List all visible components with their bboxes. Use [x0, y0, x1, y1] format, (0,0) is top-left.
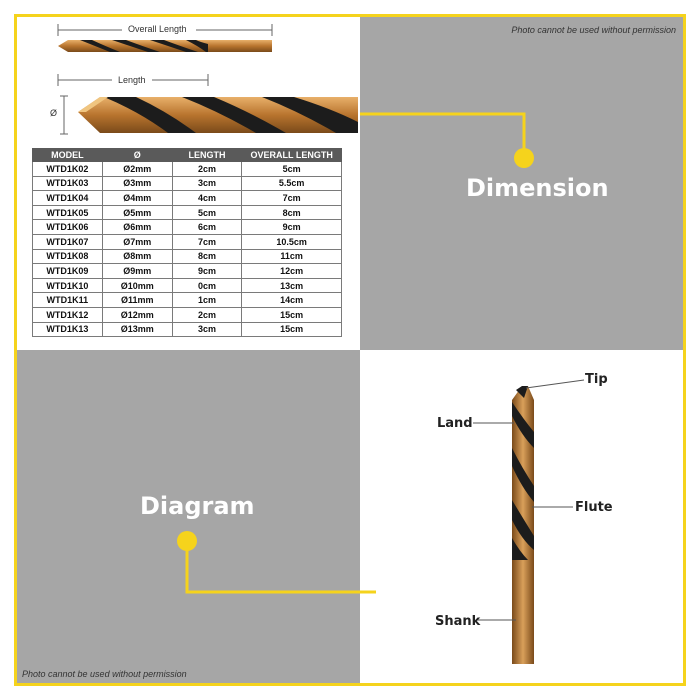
length-label: Length — [118, 75, 146, 85]
cell-diameter: Ø2mm — [102, 162, 172, 177]
cell-length: 4cm — [172, 191, 242, 206]
part-label-flute: Flute — [575, 500, 613, 515]
cell-length: 6cm — [172, 220, 242, 235]
table-row — [33, 234, 342, 249]
cell-model: WTD1K07 — [33, 234, 103, 249]
table-header-row — [33, 149, 342, 162]
diagram-connector — [177, 531, 376, 592]
cell-diameter: Ø6mm — [102, 220, 172, 235]
cell-length: 2cm — [172, 307, 242, 322]
table-row — [33, 322, 342, 337]
header-length: LENGTH — [172, 149, 242, 162]
cell-model: WTD1K13 — [33, 322, 103, 337]
cell-length: 2cm — [172, 162, 242, 177]
dimension-connector — [360, 114, 534, 168]
table-row — [33, 176, 342, 191]
header-model: MODEL — [33, 149, 103, 162]
cell-length: 0cm — [172, 278, 242, 293]
cell-diameter: Ø4mm — [102, 191, 172, 206]
cell-overall-length: 14cm — [242, 293, 342, 308]
cell-overall-length: 8cm — [242, 205, 342, 220]
cell-overall-length: 5.5cm — [242, 176, 342, 191]
cell-overall-length: 9cm — [242, 220, 342, 235]
cell-overall-length: 10.5cm — [242, 234, 342, 249]
table-row — [33, 205, 342, 220]
cell-overall-length: 15cm — [242, 322, 342, 337]
cell-model: WTD1K04 — [33, 191, 103, 206]
cell-length: 1cm — [172, 293, 242, 308]
cell-length: 5cm — [172, 205, 242, 220]
cell-overall-length: 15cm — [242, 307, 342, 322]
overall-length-label: Overall Length — [128, 24, 187, 34]
cell-model: WTD1K11 — [33, 293, 103, 308]
cell-overall-length: 5cm — [242, 162, 342, 177]
part-label-tip: Tip — [585, 372, 608, 387]
table-body — [33, 162, 342, 337]
cell-model: WTD1K12 — [33, 307, 103, 322]
large-drill-closeup — [78, 97, 358, 133]
cell-model: WTD1K08 — [33, 249, 103, 264]
cell-diameter: Ø11mm — [102, 293, 172, 308]
cell-diameter: Ø9mm — [102, 264, 172, 279]
cell-model: WTD1K09 — [33, 264, 103, 279]
part-label-shank: Shank — [435, 614, 481, 629]
cell-overall-length: 11cm — [242, 249, 342, 264]
cell-model: WTD1K05 — [33, 205, 103, 220]
cell-overall-length: 13cm — [242, 278, 342, 293]
table-row — [33, 220, 342, 235]
table-row — [33, 162, 342, 177]
small-drill-bit — [58, 40, 272, 52]
watermark-bottom: Photo cannot be used without permission — [22, 669, 187, 679]
header-diameter: Ø — [102, 149, 172, 162]
cell-overall-length: 7cm — [242, 191, 342, 206]
cell-diameter: Ø8mm — [102, 249, 172, 264]
cell-model: WTD1K06 — [33, 220, 103, 235]
cell-model: WTD1K02 — [33, 162, 103, 177]
table-row — [33, 249, 342, 264]
cell-length: 3cm — [172, 176, 242, 191]
cell-overall-length: 12cm — [242, 264, 342, 279]
cell-diameter: Ø12mm — [102, 307, 172, 322]
part-label-land: Land — [437, 416, 473, 431]
table-row — [33, 264, 342, 279]
cell-length: 8cm — [172, 249, 242, 264]
cell-diameter: Ø7mm — [102, 234, 172, 249]
cell-model: WTD1K03 — [33, 176, 103, 191]
cell-length: 3cm — [172, 322, 242, 337]
table-row — [33, 278, 342, 293]
cell-diameter: Ø5mm — [102, 205, 172, 220]
diameter-label: Ø — [50, 108, 58, 118]
cell-diameter: Ø10mm — [102, 278, 172, 293]
vertical-drill-bit — [512, 386, 534, 664]
table-row — [33, 307, 342, 322]
diagram-title: Diagram — [140, 492, 255, 520]
cell-model: WTD1K10 — [33, 278, 103, 293]
watermark-top: Photo cannot be used without permission — [511, 25, 676, 35]
table-row — [33, 191, 342, 206]
table-row — [33, 293, 342, 308]
cell-length: 9cm — [172, 264, 242, 279]
diameter-dimension-line — [60, 96, 68, 134]
cell-length: 7cm — [172, 234, 242, 249]
spec-table — [32, 148, 342, 337]
cell-diameter: Ø3mm — [102, 176, 172, 191]
cell-diameter: Ø13mm — [102, 322, 172, 337]
dimension-title: Dimension — [466, 174, 609, 202]
header-overall-length: OVERALL LENGTH — [242, 149, 342, 162]
